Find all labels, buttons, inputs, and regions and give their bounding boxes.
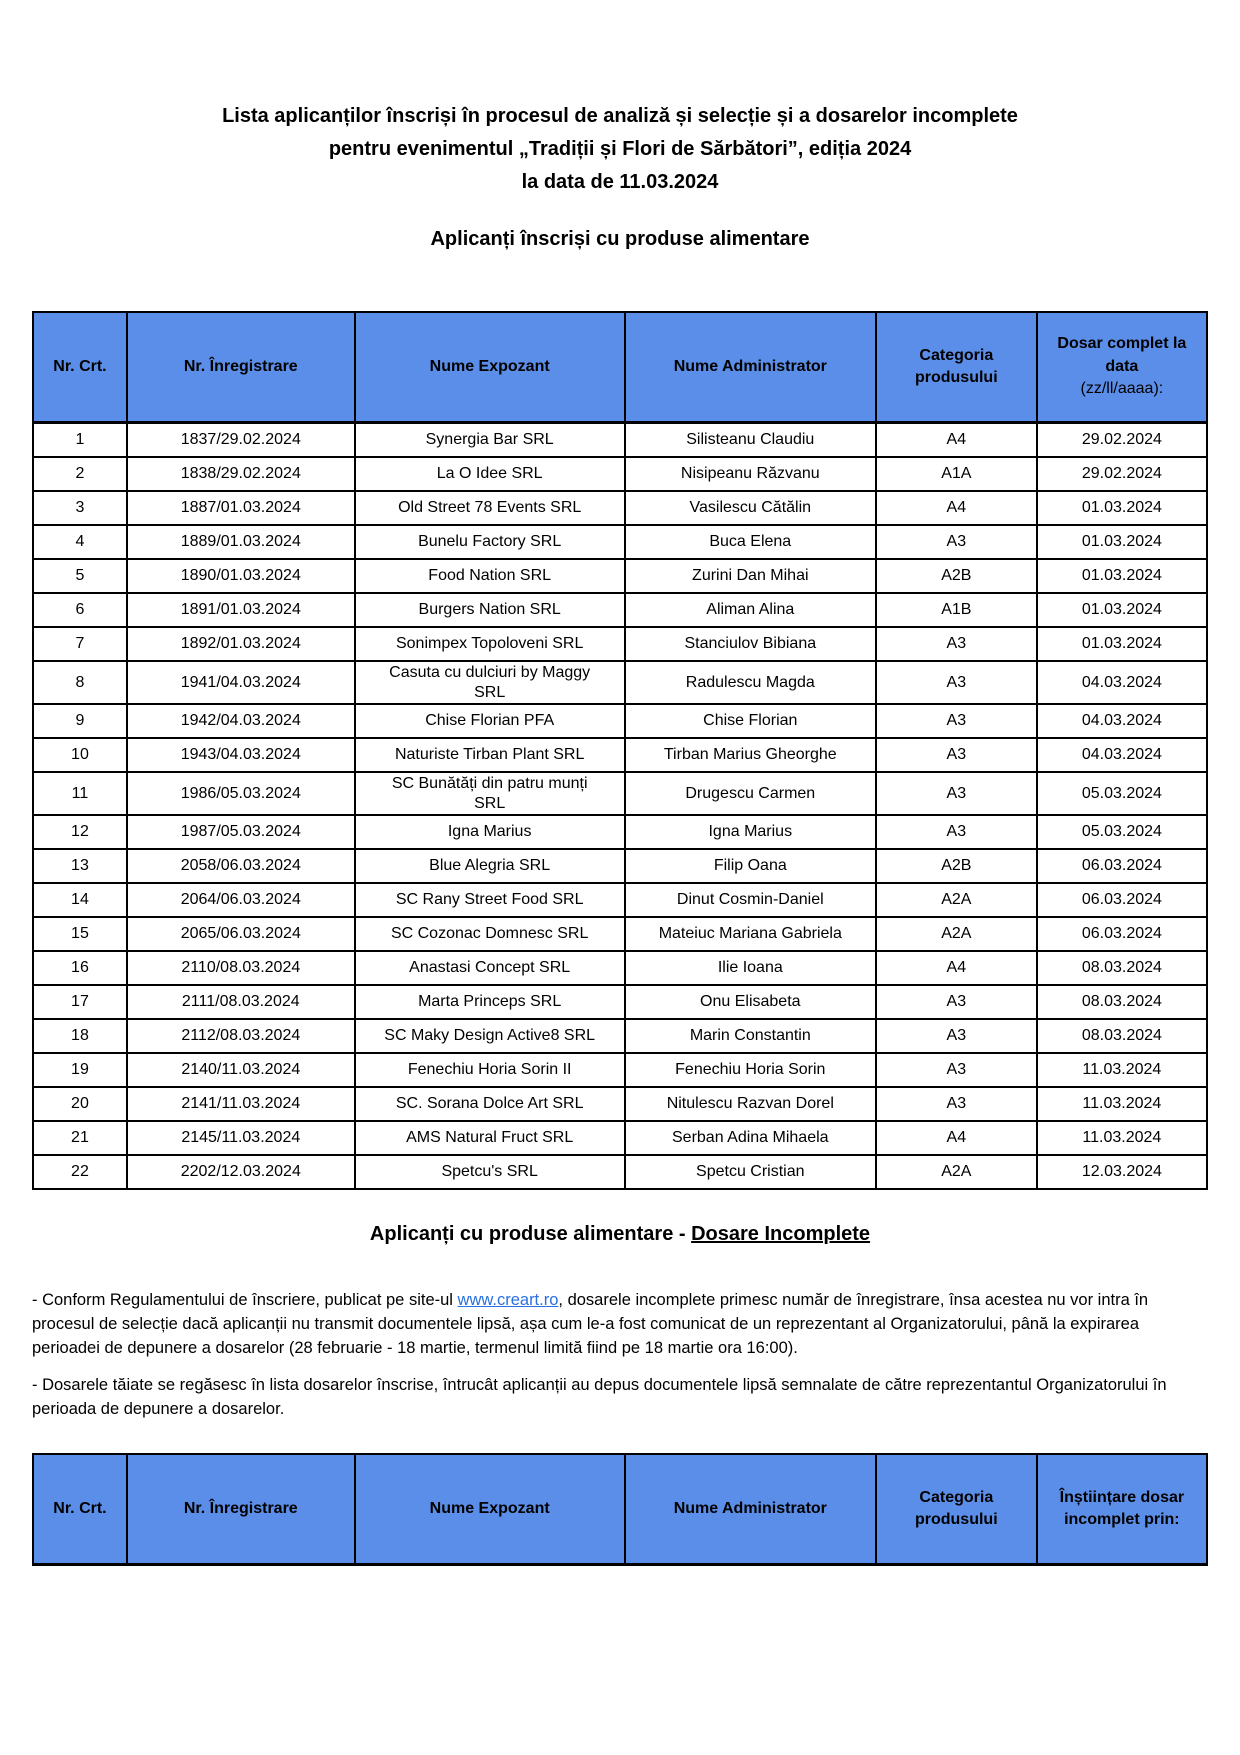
cell-nume-administrator: Dinut Cosmin-Daniel xyxy=(625,883,876,917)
cell-nr-crt: 12 xyxy=(33,815,127,849)
cell-dosar-complet-data: 04.03.2024 xyxy=(1037,661,1207,704)
note-regulation-text-before: - Conform Regulamentului de înscriere, publicat pe site-ul xyxy=(32,1291,458,1310)
cell-nume-expozant: Spetcu's SRL xyxy=(355,1155,625,1189)
cell-nume-expozant: Blue Alegria SRL xyxy=(355,849,625,883)
applicants-table-header-row xyxy=(33,312,1207,423)
note-regulation xyxy=(32,1288,1208,1360)
incomplete-table-header-row xyxy=(33,1454,1207,1565)
cell-nr-crt: 10 xyxy=(33,738,127,772)
cell-nr-inregistrare: 2065/06.03.2024 xyxy=(127,917,355,951)
cell-nr-crt: 1 xyxy=(33,423,127,458)
title-line-3: la data de 11.03.2024 xyxy=(521,171,719,193)
cell-nume-expozant: Igna Marius xyxy=(355,815,625,849)
cell-dosar-complet-data: 01.03.2024 xyxy=(1037,559,1207,593)
cell-dosar-complet-data: 29.02.2024 xyxy=(1037,457,1207,491)
cell-nr-inregistrare: 1941/04.03.2024 xyxy=(127,661,355,704)
cell-nume-expozant: SC Bunătăți din patru munți SRL xyxy=(355,772,625,815)
col-header-nr-crt: Nr. Crt. xyxy=(33,312,127,423)
cell-nr-inregistrare: 1890/01.03.2024 xyxy=(127,559,355,593)
applicant-row xyxy=(33,815,1207,849)
cell-nume-administrator: Igna Marius xyxy=(625,815,876,849)
cell-nr-inregistrare: 1837/29.02.2024 xyxy=(127,423,355,458)
col-header-nume-expozant: Nume Expozant xyxy=(355,312,625,423)
cell-dosar-complet-data: 08.03.2024 xyxy=(1037,1019,1207,1053)
applicant-row xyxy=(33,1087,1207,1121)
applicant-row xyxy=(33,1121,1207,1155)
applicants-table xyxy=(32,311,1208,1190)
cell-nume-expozant: Food Nation SRL xyxy=(355,559,625,593)
cell-categoria-produsului: A3 xyxy=(876,1053,1037,1087)
cell-nr-inregistrare: 1987/05.03.2024 xyxy=(127,815,355,849)
cell-nume-administrator: Ilie Ioana xyxy=(625,951,876,985)
cell-nume-administrator: Spetcu Cristian xyxy=(625,1155,876,1189)
cell-nume-expozant: Casuta cu dulciuri by Maggy SRL xyxy=(355,661,625,704)
cell-nume-administrator: Stanciulov Bibiana xyxy=(625,627,876,661)
applicant-row xyxy=(33,738,1207,772)
cell-nr-crt: 22 xyxy=(33,1155,127,1189)
cell-dosar-complet-data: 29.02.2024 xyxy=(1037,423,1207,458)
cell-nume-expozant: Burgers Nation SRL xyxy=(355,593,625,627)
cell-categoria-produsului: A3 xyxy=(876,738,1037,772)
cell-categoria-produsului: A1A xyxy=(876,457,1037,491)
cell-categoria-produsului: A2A xyxy=(876,917,1037,951)
incomplete-heading-underlined: Dosare Incomplete xyxy=(691,1223,871,1246)
cell-nr-crt: 13 xyxy=(33,849,127,883)
note-crossed-files: - Dosarele tăiate se regăsesc în lista dosarelor înscrise, întrucât aplicanții au depus documentele lipsă semnalate de către reprezentantul Organizatorului în perioada de depunere a dosarelor. xyxy=(32,1376,1167,1419)
cell-nr-inregistrare: 1986/05.03.2024 xyxy=(127,772,355,815)
cell-nume-administrator: Zurini Dan Mihai xyxy=(625,559,876,593)
cell-categoria-produsului: A4 xyxy=(876,491,1037,525)
cell-nume-administrator: Nitulescu Razvan Dorel xyxy=(625,1087,876,1121)
cell-dosar-complet-data: 12.03.2024 xyxy=(1037,1155,1207,1189)
cell-dosar-complet-data: 01.03.2024 xyxy=(1037,525,1207,559)
cell-categoria-produsului: A3 xyxy=(876,1087,1037,1121)
col-header-nume-administrator: Nume Administrator xyxy=(625,1454,876,1565)
cell-nr-inregistrare: 2140/11.03.2024 xyxy=(127,1053,355,1087)
applicant-row xyxy=(33,883,1207,917)
cell-dosar-complet-data: 11.03.2024 xyxy=(1037,1121,1207,1155)
cell-dosar-complet-data: 06.03.2024 xyxy=(1037,883,1207,917)
cell-nume-expozant: SC Cozonac Domnesc SRL xyxy=(355,917,625,951)
col-header-categoria-produsului: Categoria produsului xyxy=(876,312,1037,423)
cell-dosar-complet-data: 04.03.2024 xyxy=(1037,738,1207,772)
cell-dosar-complet-data: 08.03.2024 xyxy=(1037,985,1207,1019)
cell-nr-inregistrare: 1942/04.03.2024 xyxy=(127,704,355,738)
col-header-nume-administrator: Nume Administrator xyxy=(625,312,876,423)
applicant-row xyxy=(33,951,1207,985)
cell-nume-administrator: Mateiuc Mariana Gabriela xyxy=(625,917,876,951)
cell-nume-administrator: Drugescu Carmen xyxy=(625,772,876,815)
cell-nr-crt: 7 xyxy=(33,627,127,661)
cell-categoria-produsului: A3 xyxy=(876,772,1037,815)
cell-dosar-complet-data: 01.03.2024 xyxy=(1037,627,1207,661)
incomplete-table xyxy=(32,1453,1208,1566)
cell-dosar-complet-data: 04.03.2024 xyxy=(1037,704,1207,738)
cell-nr-inregistrare: 2058/06.03.2024 xyxy=(127,849,355,883)
col-header-categoria-produsului: Categoria produsului xyxy=(876,1454,1037,1565)
cell-nume-administrator: Fenechiu Horia Sorin xyxy=(625,1053,876,1087)
cell-nr-crt: 2 xyxy=(33,457,127,491)
cell-nume-expozant: Anastasi Concept SRL xyxy=(355,951,625,985)
cell-nume-expozant: SC. Sorana Dolce Art SRL xyxy=(355,1087,625,1121)
cell-nr-crt: 21 xyxy=(33,1121,127,1155)
cell-nr-crt: 11 xyxy=(33,772,127,815)
applicant-row xyxy=(33,491,1207,525)
cell-nume-administrator: Chise Florian xyxy=(625,704,876,738)
incomplete-heading-prefix: Aplicanți cu produse alimentare - xyxy=(369,1223,692,1246)
cell-nr-inregistrare: 1891/01.03.2024 xyxy=(127,593,355,627)
cell-nr-crt: 18 xyxy=(33,1019,127,1053)
cell-dosar-complet-data: 01.03.2024 xyxy=(1037,593,1207,627)
cell-categoria-produsului: A4 xyxy=(876,1121,1037,1155)
cell-nr-inregistrare: 2064/06.03.2024 xyxy=(127,883,355,917)
cell-dosar-complet-data: 05.03.2024 xyxy=(1037,772,1207,815)
cell-categoria-produsului: A3 xyxy=(876,525,1037,559)
cell-nr-crt: 8 xyxy=(33,661,127,704)
cell-nr-inregistrare: 2110/08.03.2024 xyxy=(127,951,355,985)
cell-nume-administrator: Aliman Alina xyxy=(625,593,876,627)
cell-nr-inregistrare: 1838/29.02.2024 xyxy=(127,457,355,491)
cell-nr-crt: 17 xyxy=(33,985,127,1019)
applicant-row xyxy=(33,593,1207,627)
cell-nr-crt: 6 xyxy=(33,593,127,627)
applicant-row xyxy=(33,661,1207,704)
applicant-row xyxy=(33,1019,1207,1053)
applicant-row xyxy=(33,457,1207,491)
cell-nume-expozant: Old Street 78 Events SRL xyxy=(355,491,625,525)
title-line-2: pentru evenimentul „Tradiții și Flori de Sărbători”, ediția 2024 xyxy=(328,138,912,160)
cell-categoria-produsului: A4 xyxy=(876,951,1037,985)
cell-nume-expozant: Naturiste Tirban Plant SRL xyxy=(355,738,625,772)
cell-categoria-produsului: A3 xyxy=(876,1019,1037,1053)
cell-nume-administrator: Silisteanu Claudiu xyxy=(625,423,876,458)
cell-categoria-produsului: A1B xyxy=(876,593,1037,627)
cell-nume-expozant: La O Idee SRL xyxy=(355,457,625,491)
cell-nume-expozant: Chise Florian PFA xyxy=(355,704,625,738)
cell-nume-expozant: Synergia Bar SRL xyxy=(355,423,625,458)
cell-nume-expozant: SC Rany Street Food SRL xyxy=(355,883,625,917)
cell-nr-inregistrare: 2112/08.03.2024 xyxy=(127,1019,355,1053)
cell-categoria-produsului: A3 xyxy=(876,985,1037,1019)
cell-nr-crt: 20 xyxy=(33,1087,127,1121)
applicant-row xyxy=(33,423,1207,458)
applicant-row xyxy=(33,1155,1207,1189)
cell-categoria-produsului: A4 xyxy=(876,423,1037,458)
cell-nume-administrator: Onu Elisabeta xyxy=(625,985,876,1019)
cell-categoria-produsului: A3 xyxy=(876,627,1037,661)
cell-nr-crt: 15 xyxy=(33,917,127,951)
applicant-row xyxy=(33,627,1207,661)
cell-dosar-complet-data: 08.03.2024 xyxy=(1037,951,1207,985)
cell-dosar-complet-data: 11.03.2024 xyxy=(1037,1053,1207,1087)
cell-dosar-complet-data: 01.03.2024 xyxy=(1037,491,1207,525)
cell-nr-inregistrare: 2111/08.03.2024 xyxy=(127,985,355,1019)
section-heading-food-applicants: Aplicanți înscriși cu produse alimentare xyxy=(430,228,810,250)
cell-nr-inregistrare: 1892/01.03.2024 xyxy=(127,627,355,661)
cell-nume-administrator: Filip Oana xyxy=(625,849,876,883)
cell-nr-inregistrare: 2141/11.03.2024 xyxy=(127,1087,355,1121)
applicant-row xyxy=(33,985,1207,1019)
applicant-row xyxy=(33,849,1207,883)
cell-nume-administrator: Vasilescu Cătălin xyxy=(625,491,876,525)
applicant-row xyxy=(33,772,1207,815)
cell-nr-inregistrare: 1889/01.03.2024 xyxy=(127,525,355,559)
cell-dosar-complet-data: 11.03.2024 xyxy=(1037,1087,1207,1121)
cell-categoria-produsului: A3 xyxy=(876,704,1037,738)
col-header-dosar-complet xyxy=(1037,312,1207,423)
cell-nume-expozant: Marta Princeps SRL xyxy=(355,985,625,1019)
cell-nr-crt: 4 xyxy=(33,525,127,559)
note-regulation-text-after: , dosarele incomplete primesc număr de înregistrare, însa acestea nu vor intra în procesul de selecție dacă aplicanții nu transmit documentele lipsă, așa cum le-a fost comunicat de un reprezentant al Organizatorului, până la expirarea perioadei de depunere a dosarelor (28 februarie - 18 martie, termenul limită fiind pe 18 martie ora 16:00). xyxy=(32,1291,1149,1358)
cell-nr-crt: 19 xyxy=(33,1053,127,1087)
cell-nr-crt: 14 xyxy=(33,883,127,917)
col-header-dosar-complet-label: Dosar complet la data xyxy=(1057,335,1187,375)
cell-nr-inregistrare: 2202/12.03.2024 xyxy=(127,1155,355,1189)
cell-dosar-complet-data: 05.03.2024 xyxy=(1037,815,1207,849)
applicant-row xyxy=(33,917,1207,951)
col-header-nume-expozant: Nume Expozant xyxy=(355,1454,625,1565)
cell-nr-crt: 3 xyxy=(33,491,127,525)
cell-nr-crt: 5 xyxy=(33,559,127,593)
applicant-row xyxy=(33,559,1207,593)
applicant-row xyxy=(33,704,1207,738)
cell-nr-inregistrare: 2145/11.03.2024 xyxy=(127,1121,355,1155)
cell-categoria-produsului: A2A xyxy=(876,1155,1037,1189)
cell-nume-administrator: Marin Constantin xyxy=(625,1019,876,1053)
cell-nume-expozant: Bunelu Factory SRL xyxy=(355,525,625,559)
cell-nume-administrator: Tirban Marius Gheorghe xyxy=(625,738,876,772)
section-heading-incomplete xyxy=(32,1222,1208,1246)
cell-nume-expozant: SC Maky Design Active8 SRL xyxy=(355,1019,625,1053)
applicant-row xyxy=(33,525,1207,559)
cell-nume-expozant: Sonimpex Topoloveni SRL xyxy=(355,627,625,661)
col-header-instiintare-dosar-incomplet: Înștiințare dosar incomplet prin: xyxy=(1037,1454,1207,1565)
cell-nume-administrator: Buca Elena xyxy=(625,525,876,559)
applicant-row xyxy=(33,1053,1207,1087)
cell-nume-expozant: Fenechiu Horia Sorin II xyxy=(355,1053,625,1087)
cell-categoria-produsului: A3 xyxy=(876,815,1037,849)
document-title xyxy=(32,0,1208,199)
cell-nume-administrator: Nisipeanu Răzvanu xyxy=(625,457,876,491)
applicants-table-body xyxy=(33,423,1207,1190)
cell-nr-crt: 16 xyxy=(33,951,127,985)
col-header-date-format: (zz/ll/aaaa): xyxy=(1080,380,1164,398)
cell-nume-administrator: Serban Adina Mihaela xyxy=(625,1121,876,1155)
cell-nr-crt: 9 xyxy=(33,704,127,738)
cell-nr-inregistrare: 1887/01.03.2024 xyxy=(127,491,355,525)
cell-nume-expozant: AMS Natural Fruct SRL xyxy=(355,1121,625,1155)
col-header-nr-inregistrare: Nr. Înregistrare xyxy=(127,312,355,423)
cell-categoria-produsului: A2A xyxy=(876,883,1037,917)
cell-categoria-produsului: A2B xyxy=(876,559,1037,593)
cell-nume-administrator: Radulescu Magda xyxy=(625,661,876,704)
creart-link[interactable]: www.creart.ro xyxy=(457,1291,559,1310)
cell-categoria-produsului: A2B xyxy=(876,849,1037,883)
col-header-nr-crt: Nr. Crt. xyxy=(33,1454,127,1565)
cell-nr-inregistrare: 1943/04.03.2024 xyxy=(127,738,355,772)
col-header-nr-inregistrare: Nr. Înregistrare xyxy=(127,1454,355,1565)
cell-dosar-complet-data: 06.03.2024 xyxy=(1037,849,1207,883)
cell-categoria-produsului: A3 xyxy=(876,661,1037,704)
title-line-1: Lista aplicanților înscriși în procesul de analiză și selecție și a dosarelor incomplete xyxy=(222,105,1018,127)
cell-dosar-complet-data: 06.03.2024 xyxy=(1037,917,1207,951)
